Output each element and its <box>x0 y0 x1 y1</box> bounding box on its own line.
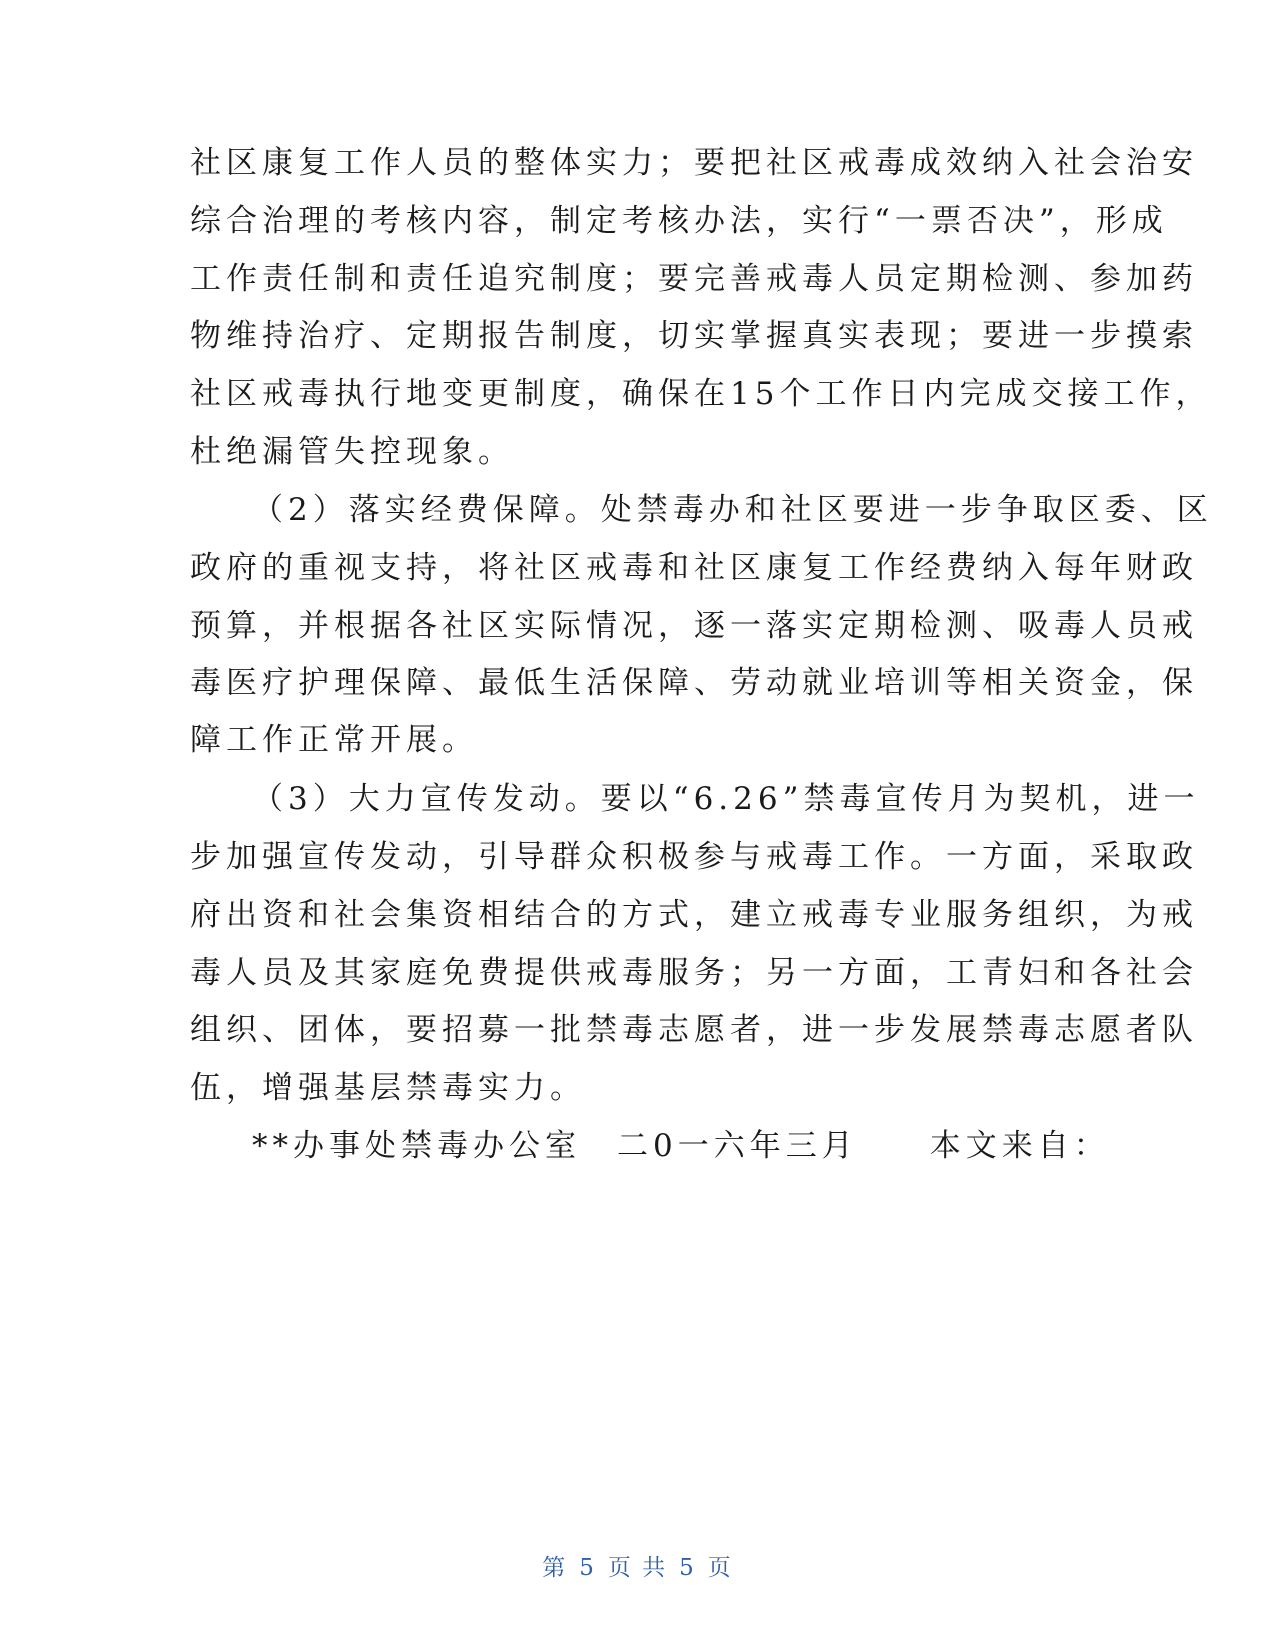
footer-prefix: 第 <box>542 1555 568 1581</box>
body-line: 步加强宣传发动，引导群众积极参与戒毒工作。一方面，采取政 <box>190 839 1198 875</box>
signature-line: **办事处禁毒办公室 二0一六年三月 本文来自： <box>252 1128 1110 1164</box>
body-line: 府出资和社会集资相结合的方式，建立戒毒专业服务组织，为戒 <box>190 897 1198 933</box>
body-line: 毒人员及其家庭免费提供戒毒服务；另一方面，工青妇和各社会 <box>190 955 1198 991</box>
body-line: 工作责任制和责任追究制度；要完善戒毒人员定期检测、参加药 <box>190 261 1198 297</box>
body-line: 障工作正常开展。 <box>190 722 478 758</box>
body-line: 社区康复工作人员的整体实力；要把社区戒毒成效纳入社会治安 <box>190 145 1198 181</box>
body-line: 伍，增强基层禁毒实力。 <box>190 1070 586 1106</box>
body-line: 综合治理的考核内容，制定考核办法，实行“一票否决”，形成 <box>190 203 1168 239</box>
body-line: 组织、团体，要招募一批禁毒志愿者，进一步发展禁毒志愿者队 <box>190 1012 1198 1048</box>
footer-suffix: 页 <box>707 1555 733 1581</box>
footer-total-pages: 5 <box>679 1555 696 1581</box>
footer-middle: 页 共 <box>607 1555 668 1581</box>
body-line: 政府的重视支持，将社区戒毒和社区康复工作经费纳入每年财政 <box>190 550 1198 586</box>
body-line: 杜绝漏管失控现象。 <box>190 434 514 470</box>
page-footer <box>0 1549 1275 1582</box>
body-line: 社区戒毒执行地变更制度，确保在15个工作日内完成交接工作， <box>190 376 1212 412</box>
paragraph-3-first-line: （3）大力宣传发动。要以“6.26”禁毒宣传月为契机，进一 <box>252 781 1200 817</box>
body-line: 物维持治疗、定期报告制度，切实掌握真实表现；要进一步摸索 <box>190 318 1198 354</box>
body-line: 预算，并根据各社区实际情况，逐一落实定期检测、吸毒人员戒 <box>190 608 1198 644</box>
body-line: 毒医疗护理保障、最低生活保障、劳动就业培训等相关资金，保 <box>190 665 1198 701</box>
paragraph-2-first-line: （2）落实经费保障。处禁毒办和社区要进一步争取区委、区 <box>252 492 1213 528</box>
footer-current-page: 5 <box>579 1555 596 1581</box>
